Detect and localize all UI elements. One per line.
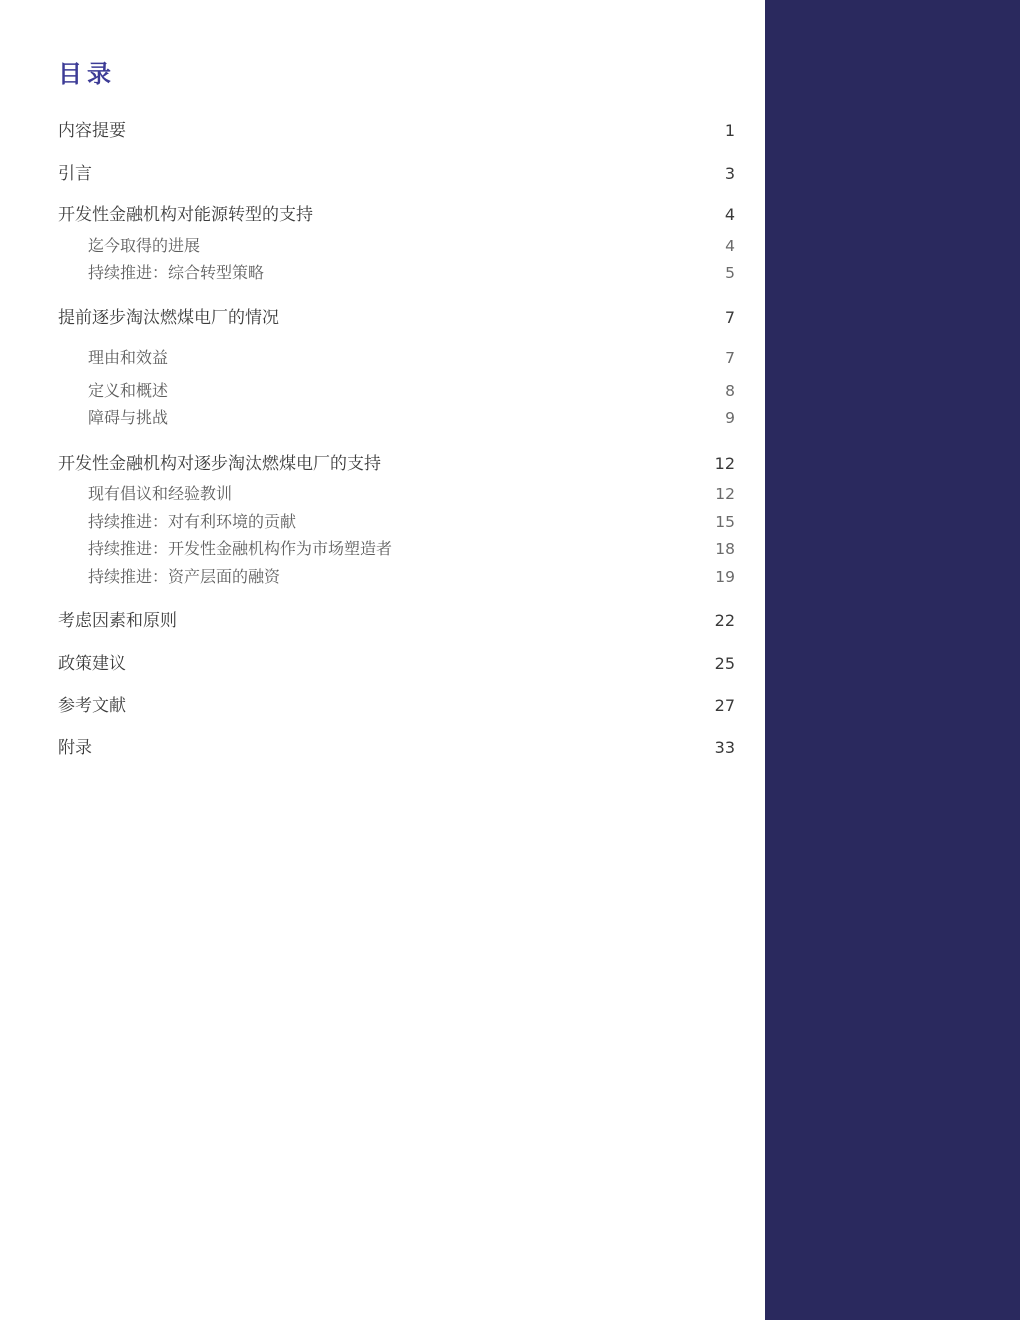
toc-entry-policy-recommendations[interactable] bbox=[58, 649, 735, 674]
toc-entry-page-number: 19 bbox=[715, 568, 735, 586]
toc-entry-appendix[interactable] bbox=[58, 733, 735, 758]
toc-entry-page-number: 7 bbox=[725, 349, 735, 367]
toc-entry-integrated-transition-strategy[interactable] bbox=[58, 260, 735, 283]
toc-entry-considerations-and-principles[interactable] bbox=[58, 606, 735, 631]
toc-entry-enabling-environment-contribution[interactable] bbox=[58, 509, 735, 532]
toc-entry-page-number: 7 bbox=[724, 308, 735, 327]
toc-entry-page-number: 22 bbox=[714, 611, 735, 630]
toc-entry-page-number: 4 bbox=[725, 237, 735, 255]
toc-entry-label: 引言 bbox=[58, 164, 92, 184]
toc-entry-page-number: 18 bbox=[715, 540, 735, 558]
toc-entry-label: 持续推进：综合转型策略 bbox=[88, 263, 265, 282]
toc-entry-label: 参考文献 bbox=[58, 696, 126, 716]
page-title: 目录 bbox=[58, 60, 116, 88]
toc-entry-page-number: 9 bbox=[725, 409, 735, 427]
toc-entry-label: 持续推进：开发性金融机构作为市场塑造者 bbox=[88, 539, 393, 558]
toc-entry-page-number: 5 bbox=[725, 264, 735, 282]
toc-entry-page-number: 12 bbox=[714, 454, 735, 473]
toc-entry-page-number: 3 bbox=[724, 164, 735, 183]
toc-entry-label: 考虑因素和原则 bbox=[58, 611, 177, 631]
toc-entry-references[interactable] bbox=[58, 691, 735, 716]
toc-entry-label: 理由和效益 bbox=[88, 348, 169, 367]
toc-entry-page-number: 4 bbox=[724, 205, 735, 224]
toc-entry-page-number: 25 bbox=[714, 654, 735, 673]
toc-entry-label: 迄今取得的进展 bbox=[88, 236, 201, 255]
toc-entry-page-number: 12 bbox=[715, 485, 735, 503]
toc-entry-dfis-as-market-shapers[interactable] bbox=[58, 536, 735, 559]
toc-entry-dfi-energy-transition-support[interactable] bbox=[58, 200, 735, 225]
toc-entry-progress-to-date[interactable] bbox=[58, 233, 735, 256]
toc-entry-label: 障碍与挑战 bbox=[88, 408, 169, 427]
toc-entry-label: 开发性金融机构对逐步淘汰燃煤电厂的支持 bbox=[58, 454, 381, 474]
toc-entry-label: 附录 bbox=[58, 738, 92, 758]
toc-entry-page-number: 27 bbox=[714, 696, 735, 715]
toc-entry-label: 提前逐步淘汰燃煤电厂的情况 bbox=[58, 308, 279, 328]
toc-entry-barriers-and-challenges[interactable] bbox=[58, 405, 735, 428]
toc-entry-label: 持续推进：资产层面的融资 bbox=[88, 567, 281, 586]
toc-entry-introduction[interactable] bbox=[58, 159, 735, 184]
toc-entry-early-coal-phaseout-case[interactable] bbox=[58, 303, 735, 328]
toc-entry-page-number: 15 bbox=[715, 513, 735, 531]
toc-entry-page-number: 1 bbox=[724, 121, 735, 140]
toc-entry-asset-level-financing[interactable] bbox=[58, 564, 735, 587]
toc-entry-definitions-and-overview[interactable] bbox=[58, 378, 735, 401]
toc-entry-label: 内容提要 bbox=[58, 121, 126, 141]
sidebar-decoration bbox=[765, 0, 1020, 1320]
toc-entry-label: 现有倡议和经验教训 bbox=[88, 484, 233, 503]
toc-entry-label: 定义和概述 bbox=[88, 381, 169, 400]
toc-entry-label: 政策建议 bbox=[58, 654, 126, 674]
toc-entry-page-number: 33 bbox=[714, 738, 735, 757]
toc-entry-existing-initiatives-lessons[interactable] bbox=[58, 481, 735, 504]
toc-entry-page-number: 8 bbox=[725, 382, 735, 400]
toc-entry-label: 开发性金融机构对能源转型的支持 bbox=[58, 205, 313, 225]
toc-entry-dfi-coal-phaseout-support[interactable] bbox=[58, 449, 735, 474]
toc-entry-rationale-and-benefits[interactable] bbox=[58, 345, 735, 368]
toc-entry-executive-summary[interactable] bbox=[58, 116, 735, 141]
toc-entry-label: 持续推进：对有利环境的贡献 bbox=[88, 512, 297, 531]
